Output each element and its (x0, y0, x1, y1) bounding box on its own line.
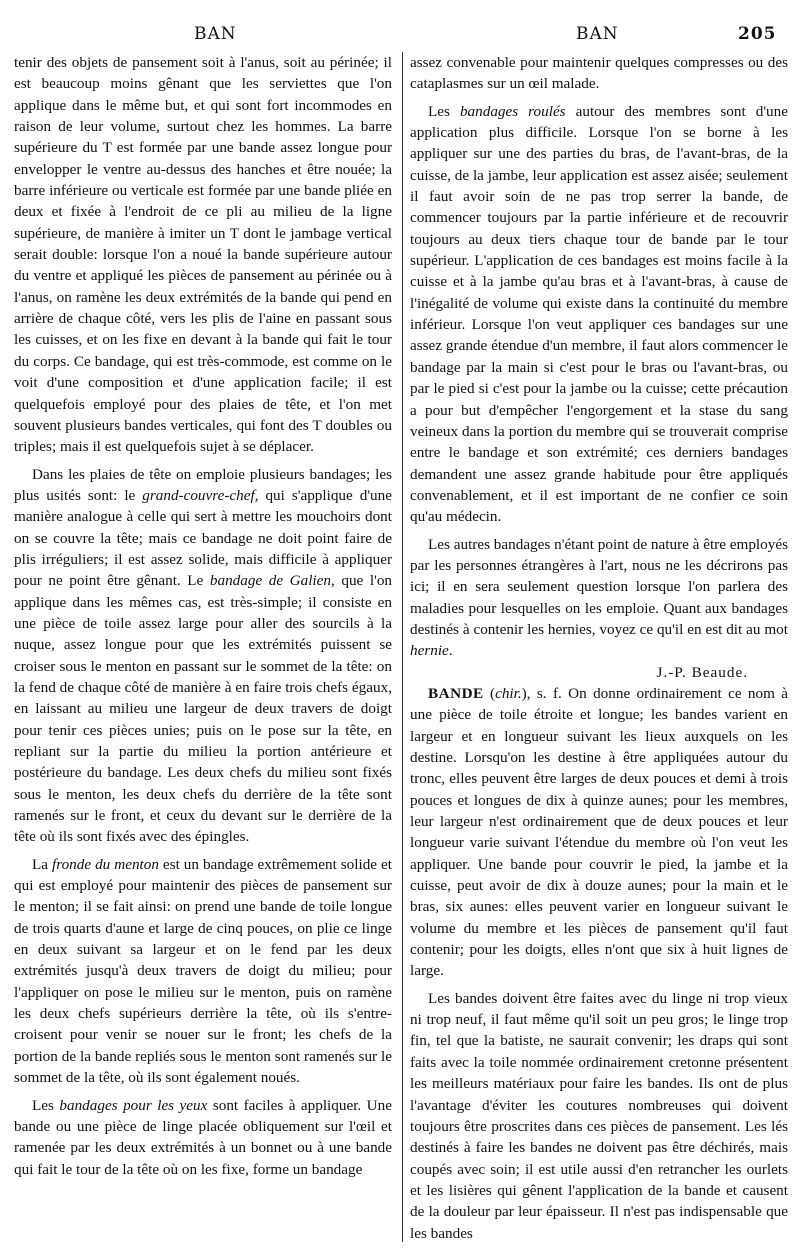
term-grand-couvre-chef: grand-couvre-chef (142, 486, 255, 504)
text-run: Les autres bandages n'étant point de nature à être employés par les personnes étrangères à l'art, nous ne les décrirons pas ici; il en sera seulement question lorsque l'on parlera des maladies pour lesquelles on les emploie. Quant aux bandages destinés à contenir les hernies, voyez ce qu'il en est dit au mot (410, 535, 788, 638)
author-signature: J.-P. Beaude. (656, 663, 748, 681)
entry-headword: BANDE (428, 684, 484, 702)
running-head-right: BAN (576, 24, 619, 44)
paragraph-head-bandages (14, 464, 392, 848)
text-run: Les (428, 102, 460, 120)
text-run: Dans les plaies de tête on emploie plusieurs bandages; les plus usités sont: le (14, 465, 392, 504)
paragraph-other-bandages (410, 534, 788, 662)
paragraph-t-bandage: tenir des objets de pansement soit à l'anus, soit au périnée; il est beaucoup moins gênant que les serviettes que l'on applique dans le même but, et qui sont fort incommodes en raison de leur volume, surtout chez les hommes. La barre supérieure du T est formée par une bande assez longue pour envelopper le ventre au-dessus des hanches et être nouée; la barre inférieure ou verticale est formée par une bande pliée en deux et fixée à l'endroit de ce pli au milieu de la ligne supérieure, de manière à imiter un T dont le jambage vertical serait double: lorsque l'on a noué la bande supérieure autour du ventre et appliqué les pièces de pansement au périnée ou à l'anus, on ramène les deux extrémités de la bande qui pend en arrière de chaque côté, vers les plis de l'aine en passant sous les cuisses, et on les fixe en devant à la bande qui fait le tour du corps. Ce bandage, qui est très-commode, est comme on le voit d'une composition et d'une application facile; il est quelquefois employé pour des plaies de tête, et l'on met souvent plusieurs bandes verticales, qui font des T doubles ou triples; mais il est quelquefois sujet à se déplacer. (14, 54, 392, 456)
paragraph-bande-materials: Les bandes doivent être faites avec du linge ni trop vieux ni trop neuf, il faut même qu'il soit un peu gros; le linge trop fin, tel que la batiste, ne saurait convenir; les draps qui sont faits avec la toile nommée ordinairement cretonne présentent les meilleurs matériaux pour faire les bandes. Ils ont de plus l'avantage d'éviter les coutures nombreuses qui doivent toujours être proscrites dans ces pièces de pansement. Les lés destinés à faire les bandes ne doivent pas être déchirés, mais coupés avec soin; il est utile aussi d'en retrancher les ourlets et les lisières qui gênent l'application de la bande et causent de la douleur par leur épaisseur. Il n'est pas indispensable que les bandes (410, 989, 788, 1242)
page-header (0, 24, 800, 54)
paragraph-continuation: assez convenable pour maintenir quelques compresses ou des cataplasmes sur un œil malade. (410, 54, 788, 93)
right-column (410, 52, 788, 1244)
entry-domain: chir. (495, 684, 522, 702)
column-divider (402, 52, 403, 1242)
term-bandages-pour-les-yeux: bandages pour les yeux (59, 1096, 208, 1114)
text-run: ( (483, 684, 496, 702)
page-number: 205 (738, 24, 777, 44)
term-bandage-de-galien: bandage de Galien (209, 572, 331, 590)
left-column (14, 52, 392, 1180)
term-fronde-du-menton: fronde du menton (52, 855, 159, 873)
term-bandages-roules: bandages roulés (459, 102, 566, 120)
text-run: autour des membres sont d'une application plus difficile. Lorsque l'on se borne à les appliquer sur une des parties du bras, de l'avant-bras, de la cuisse, de la jambe, leur application est assez aisée; seulement il faut avoir soin de ne pas trop serrer la bande, de commencer toujours par la partie inférieure et de recouvrir toujours au deux tiers chaque tour de bande par le tour supérieur. L'application de ces bandages est moins facile à la cuisse et à la jambe qu'au bras et à l'avant-bras, à cause de l'inégalité de volume qui existe dans la continuité du membre inférieur. Lorsque l'on veut appliquer ces bandages sur une assez grande étendue d'un membre, il faut alors commencer le bandage par la main si c'est pour le bras ou l'avant-bras, ou par le pied si c'est pour la jambe ou la cuisse; cette précaution a pour but d'empêcher l'engorgement et la stase du sang veineux dans la portion du membre qui se trouverait comprise entre le bandage et son extrémité; ces derniers bandages demandent une assez grande habitude pour être appliqués convenablement, et il est important de ne confier ce soin qu'au médecin. (410, 102, 788, 526)
text-run: La (32, 855, 52, 873)
entry-bande (410, 683, 788, 982)
text-run: , que l'on applique dans les mêmes cas, est très-simple; il consiste en une pièce de toile assez large pour aller des sourcils à la nuque, assez longue pour que les extrémités puissent se croiser sous le menton en passant sur le sommet de la tête: on la fend de chaque côté de manière à en faire trois chefs égaux, en laissant au milieu une largeur de deux travers de doigt pour tenir ces pièces unies; puis on le pose sur la tête, en repliant sur la partie du milieu la portion antérieure et postérieure du bandage. Les deux chefs du milieu sont fixés sous le menton, les deux chefs du derrière de la tête sont ramenés sur le front, et ceux du devant sur le derrière de la tête où ils sont fixés avec des épingles. (14, 572, 393, 846)
paragraph-bandages-roules (410, 101, 788, 528)
text-run: est un bandage extrêmement solide et qui est employé pour maintenir des pièces de pansement sur le menton; il se fait ainsi: on prend une bande de toile longue de trois quarts d'aune et large de cinq pouces, on plie ce linge en deux suivant sa largeur et on le fend par les deux extrémités jusqu'à deux travers de doigt du milieu; pour l'appliquer on pose le milieu sur le menton, puis on ramène les deux chefs supérieurs derrière la tête, où ils s'entre-croisent pour venir se nouer sur le front; les chefs de la portion de la bande repliés sous le menton sont ramenés sur le sommet de la tête, où ils sont également noués. (14, 855, 392, 1087)
text-run: , qui s'applique d'une manière analogue à celle qui sert à mettre les mouchoirs dont on se couvre la tête; mais ce bandage ne doit point faire de plis irréguliers; il est assez solide, mais difficile à appliquer pour ne point être gênant. Le (14, 486, 392, 590)
text-run: ), s. f. (521, 684, 569, 702)
running-head-left: BAN (194, 24, 237, 44)
text-run: . (448, 642, 453, 660)
text-run: On donne ordinairement ce nom à une pièce de toile étroite et longue; les bandes varient en largeur et en longueur suivant les lieux auxquels on les destine. Lorsqu'on les destine à être appliquées autour du tronc, elles peuvent être larges de deux pouces et demi à trois pouces et longues de dix à quinze aunes; pour les membres, leur largeur n'est ordinairement que de deux pouces et leur longueur varie suivant l'étendue du membre où l'on veut les appliquer. Une bande pour couvrir le pied, la jambe et la cuisse, peut avoir de dix à douze aunes; pour la main et le bras, six aunes: elles peuvent varier en longueur suivant le volume du membre et les pièces de pansement qu'il faut contenir; pour les doigts, elles n'ont que six à huit lignes de large. (410, 684, 789, 980)
term-hernie: hernie (410, 642, 449, 660)
text-run: Les (32, 1096, 60, 1114)
paragraph-fronde (14, 854, 392, 1089)
text-run: sont faciles à appliquer. Une bande ou une pièce de linge placée obliquement sur l'œil et ramenée par les deux extrémités à un bonnet ou à une bande qui fait le tour de la tête où on les fixe, forme un bandage (14, 1096, 392, 1178)
paragraph-eye-bandages (14, 1095, 392, 1180)
